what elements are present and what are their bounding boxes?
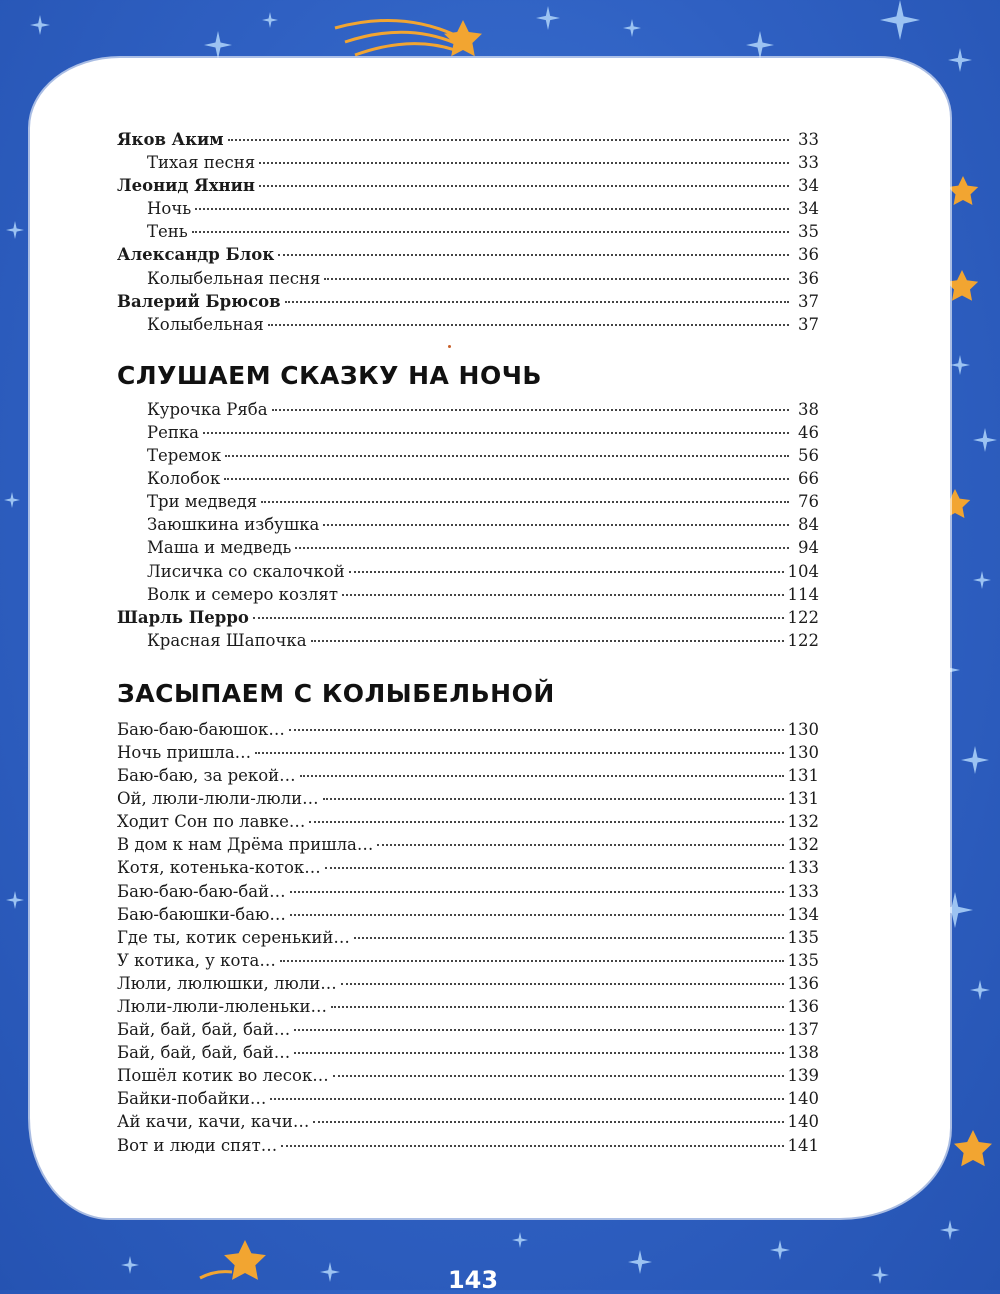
toc-entry-title: Где ты, котик серенький… xyxy=(117,927,350,947)
toc-entry xyxy=(117,444,819,467)
toc-entry-title: Баю-баю, за рекой… xyxy=(117,766,296,786)
toc-entry xyxy=(117,421,819,444)
toc-entry xyxy=(117,243,819,266)
toc-entry xyxy=(117,606,819,629)
toc-entry xyxy=(117,151,819,174)
toc-entry-title: Красная Шапочка xyxy=(147,630,307,650)
toc-dot-leader xyxy=(281,1145,783,1147)
toc-dot-leader xyxy=(268,324,789,326)
toc-entry-title: Баю-баю-баюшок… xyxy=(117,719,285,739)
toc-entry-title: Бай, бай, бай, бай… xyxy=(117,1020,291,1040)
toc-entry-page: 133 xyxy=(787,881,819,901)
toc-entry xyxy=(117,560,819,583)
page-number: 143 xyxy=(447,1266,499,1294)
toc-dot-leader xyxy=(224,478,789,480)
toc-entry-title: У котика, у кота… xyxy=(117,950,276,970)
toc-entry-page: 66 xyxy=(798,469,819,489)
toc-entry-title: Вот и люди спят… xyxy=(117,1135,278,1155)
toc-group-fairy-tales xyxy=(117,398,819,652)
toc-entry xyxy=(117,1110,819,1133)
toc-entry xyxy=(117,629,819,652)
toc-dot-leader xyxy=(311,640,784,642)
toc-group-lullabies xyxy=(117,718,819,1157)
toc-entry-page: 135 xyxy=(787,950,819,970)
section-title-fairy-tales: СЛУШАЕМ СКАЗКУ НА НОЧЬ xyxy=(117,360,542,390)
toc-entry-page: 139 xyxy=(787,1066,819,1086)
toc-entry xyxy=(117,467,819,490)
toc-entry xyxy=(117,174,819,197)
toc-dot-leader xyxy=(331,1006,784,1008)
toc-entry-page: 114 xyxy=(787,584,819,604)
toc-entry-title: Шарль Перро xyxy=(117,607,249,627)
toc-entry-title: Баю-баюшки-баю… xyxy=(117,904,286,924)
toc-entry-title: Яков Аким xyxy=(117,130,224,149)
toc-entry-title: Курочка Ряба xyxy=(147,399,268,419)
toc-dot-leader xyxy=(289,729,784,731)
toc-entry-title: Ходит Сон по лавке… xyxy=(117,812,306,832)
toc-group-poets xyxy=(117,128,819,336)
toc-entry xyxy=(117,741,819,764)
toc-dot-leader xyxy=(309,821,783,823)
toc-entry-page: 136 xyxy=(787,997,819,1016)
toc-entry-title: Колыбельная xyxy=(147,314,264,334)
toc-entry xyxy=(117,1087,819,1110)
toc-entry-title: Лисичка со скалочкой xyxy=(147,561,345,581)
toc-entry-title: Валерий Брюсов xyxy=(117,291,281,311)
toc-dot-leader xyxy=(354,937,784,939)
toc-entry-page: 130 xyxy=(787,719,819,739)
toc-entry-title: Теремок xyxy=(147,446,222,466)
toc-entry xyxy=(117,1134,819,1157)
toc-entry-page: 132 xyxy=(787,835,819,855)
toc-entry xyxy=(117,290,819,313)
toc-entry xyxy=(117,536,819,559)
toc-entry xyxy=(117,926,819,949)
toc-entry-title: Люли-люли-люленьки… xyxy=(117,997,327,1016)
toc-entry xyxy=(117,197,819,220)
toc-dot-leader xyxy=(333,1075,784,1077)
toc-dot-leader xyxy=(285,301,789,303)
toc-entry-title: Заюшкина избушка xyxy=(147,515,320,535)
toc-entry xyxy=(117,787,819,810)
toc-entry-title: Леонид Яхнин xyxy=(117,176,255,196)
toc-entry-page: 131 xyxy=(787,789,819,809)
toc-entry-title: Александр Блок xyxy=(117,245,275,265)
toc-entry xyxy=(117,490,819,513)
toc-entry-page: 140 xyxy=(787,1089,819,1109)
toc-dot-leader xyxy=(324,278,789,280)
toc-dot-leader xyxy=(295,547,789,549)
toc-entry xyxy=(117,220,819,243)
toc-entry-page: 76 xyxy=(798,492,819,512)
toc-dot-leader xyxy=(325,867,784,869)
toc-entry-page: 35 xyxy=(798,222,819,242)
toc-entry xyxy=(117,949,819,972)
toc-entry-page: 122 xyxy=(787,607,819,627)
toc-entry-title: Волк и семеро козлят xyxy=(147,584,338,604)
toc-dot-leader xyxy=(255,752,783,754)
toc-dot-leader xyxy=(253,617,784,619)
toc-entry xyxy=(117,583,819,606)
toc-entry xyxy=(117,128,819,151)
orange-star-icon xyxy=(224,1240,266,1280)
toc-entry-page: 34 xyxy=(798,199,819,219)
toc-entry-page: 34 xyxy=(798,176,819,196)
toc-entry xyxy=(117,1018,819,1041)
toc-entry-page: 37 xyxy=(798,291,819,311)
toc-dot-leader xyxy=(203,432,789,434)
toc-entry-title: Тень xyxy=(147,222,188,242)
toc-entry-title: Ночь xyxy=(147,199,192,219)
toc-entry xyxy=(117,1064,819,1087)
toc-entry-page: 104 xyxy=(787,561,819,581)
toc-entry-page: 133 xyxy=(787,858,819,878)
toc-dot-leader xyxy=(225,455,789,457)
toc-dot-leader xyxy=(290,891,784,893)
toc-dot-leader xyxy=(195,208,789,210)
toc-dot-leader xyxy=(272,409,789,411)
toc-entry-title: Баю-баю-баю-бай… xyxy=(117,881,286,901)
toc-entry-page: 141 xyxy=(787,1135,819,1155)
toc-entry xyxy=(117,267,819,290)
toc-entry-page: 138 xyxy=(787,1043,819,1063)
toc-entry-title: Ай качи, качи, качи… xyxy=(117,1112,310,1132)
toc-dot-leader xyxy=(342,594,784,596)
toc-entry-page: 56 xyxy=(798,446,819,466)
toc-dot-leader xyxy=(278,254,789,256)
toc-entry-page: 37 xyxy=(798,314,819,334)
toc-entry-title: Три медведя xyxy=(147,492,258,512)
toc-entry-page: 136 xyxy=(787,973,819,993)
orange-star-icon xyxy=(948,176,978,205)
toc-entry xyxy=(117,856,819,879)
toc-dot-leader xyxy=(313,1121,783,1123)
toc-entry-title: Ночь пришла… xyxy=(117,742,252,762)
toc-entry xyxy=(117,764,819,787)
toc-entry xyxy=(117,972,819,995)
toc-entry xyxy=(117,810,819,833)
toc-entry-page: 36 xyxy=(798,245,819,265)
toc-entry-page: 137 xyxy=(787,1020,819,1040)
toc-dot-leader xyxy=(294,1052,783,1054)
toc-entry-title: Котя, котенька-коток… xyxy=(117,858,321,878)
toc-entry-title: Байки-побайки… xyxy=(117,1089,267,1109)
toc-entry-page: 94 xyxy=(798,538,819,558)
toc-entry xyxy=(117,313,819,336)
toc-entry-page: 38 xyxy=(798,399,819,419)
toc-dot-leader xyxy=(261,501,789,503)
toc-dot-leader xyxy=(349,571,784,573)
toc-entry-title: Тихая песня xyxy=(147,153,256,173)
toc-dot-leader xyxy=(290,914,784,916)
toc-entry-page: 140 xyxy=(787,1112,819,1132)
orange-star-icon xyxy=(444,20,482,56)
toc-dot-leader xyxy=(259,185,789,187)
toc-dot-leader xyxy=(228,139,789,141)
toc-entry-title: Маша и медведь xyxy=(147,538,292,558)
toc-entry-title: Репка xyxy=(147,422,200,442)
toc-dot-leader xyxy=(280,960,784,962)
toc-entry xyxy=(117,833,819,856)
toc-entry-title: Колыбельная песня xyxy=(147,268,321,288)
toc-entry-page: 134 xyxy=(787,904,819,924)
toc-entry-page: 36 xyxy=(798,268,819,288)
toc-entry xyxy=(117,513,819,536)
toc-entry-page: 122 xyxy=(787,630,819,650)
section-title-lullabies: ЗАСЫПАЕМ С КОЛЫБЕЛЬНОЙ xyxy=(117,678,555,708)
toc-entry-title: Люли, люлюшки, люли… xyxy=(117,973,337,993)
toc-entry-page: 130 xyxy=(787,742,819,762)
toc-entry xyxy=(117,718,819,741)
toc-entry-title: Ой, люли-люли-люли… xyxy=(117,789,319,809)
toc-dot-leader xyxy=(323,798,784,800)
toc-entry-page: 46 xyxy=(798,422,819,442)
toc-dot-leader xyxy=(192,231,789,233)
toc-dot-leader xyxy=(270,1098,783,1100)
toc-dot-leader xyxy=(300,775,784,777)
toc-entry xyxy=(117,880,819,903)
toc-entry-page: 131 xyxy=(787,766,819,786)
toc-entry-page: 33 xyxy=(798,153,819,173)
toc-entry-page: 33 xyxy=(798,130,819,149)
toc-entry-page: 135 xyxy=(787,927,819,947)
toc-entry-title: Бай, бай, бай, бай… xyxy=(117,1043,291,1063)
toc-dot-leader xyxy=(259,162,789,164)
toc-entry-title: Колобок xyxy=(147,469,221,489)
toc-dot-leader xyxy=(341,983,784,985)
toc-dot-leader xyxy=(377,844,783,846)
toc-entry-title: Пошёл котик во лесок… xyxy=(117,1066,329,1086)
toc-entry xyxy=(117,398,819,421)
table-of-contents xyxy=(117,128,819,1157)
toc-entry-page: 84 xyxy=(798,515,819,535)
toc-entry-title: В дом к нам Дрёма пришла… xyxy=(117,835,374,855)
toc-entry-page: 132 xyxy=(787,812,819,832)
toc-entry xyxy=(117,1041,819,1064)
toc-dot-leader xyxy=(294,1029,783,1031)
toc-dot-leader xyxy=(323,524,789,526)
toc-entry xyxy=(117,903,819,926)
toc-entry xyxy=(117,995,819,1018)
